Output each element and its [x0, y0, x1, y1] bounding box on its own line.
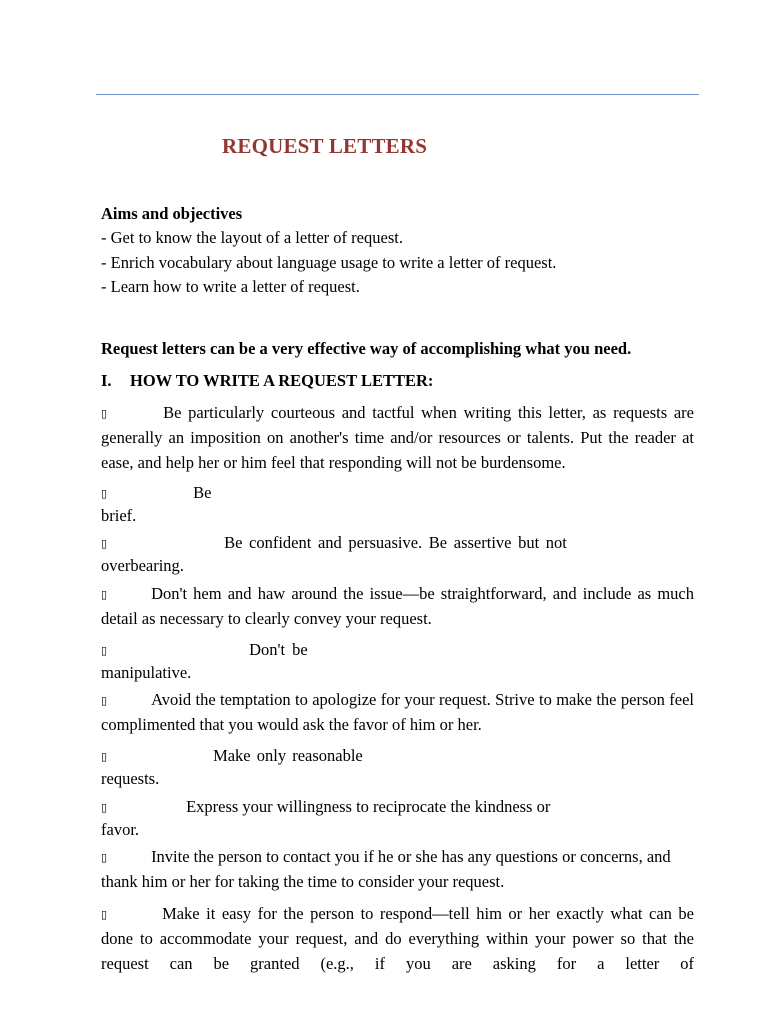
tip-paragraph — [101, 688, 694, 738]
aims-section — [101, 202, 694, 299]
tip-text: Make it easy for the person to respond—tell him or her exactly what can be done to accommodate your request, and do everything within your power so that the request can be granted (e.g., if you are asking for a letter of — [101, 904, 694, 973]
tip-paragraph — [101, 845, 694, 895]
tip-paragraph — [101, 638, 694, 683]
tip-text-continued: brief. — [101, 506, 137, 526]
tip-text-continued: overbearing. — [101, 556, 184, 576]
section-number: I. — [101, 371, 112, 390]
tip-paragraph — [101, 481, 694, 526]
tip-text: Express your willingness to reciprocate the kindness or — [186, 797, 551, 816]
tip-text: Don't hem and haw around the issue—be straightforward, and include as much detail as necessary to clearly convey your request. — [101, 584, 694, 629]
tip-text: Be — [193, 483, 212, 502]
tip-text-continued: favor. — [101, 820, 140, 840]
tip-paragraph — [101, 744, 694, 789]
aims-item: - Enrich vocabulary about language usage to write a letter of request. — [101, 252, 557, 272]
tip-paragraph — [101, 582, 694, 632]
section-heading — [101, 369, 694, 393]
bullet-icon: ▯ — [101, 538, 108, 550]
document-title: REQUEST LETTERS — [222, 134, 428, 158]
section-title: HOW TO WRITE A REQUEST LETTER: — [130, 371, 434, 390]
aims-item: - Get to know the layout of a letter of request. — [101, 228, 403, 248]
bullet-icon: ▯ — [101, 802, 108, 814]
tip-text-continued: requests. — [101, 769, 160, 789]
bullet-icon: ▯ — [101, 645, 108, 657]
bullet-icon: ▯ — [101, 852, 108, 864]
tip-text: Don't be — [249, 640, 308, 659]
tip-text: Invite the person to contact you if he or she has any questions or concerns, and thank him or her for taking the time to consider your request. — [101, 847, 671, 892]
tip-paragraph — [101, 902, 694, 976]
tip-text: Be confident and persuasive. Be assertive but not — [224, 533, 567, 552]
aims-item: - Learn how to write a letter of request. — [101, 276, 360, 296]
bullet-icon: ▯ — [101, 909, 108, 921]
intro-statement: Request letters can be a very effective way of accomplishing what you need. — [101, 339, 632, 358]
tip-text: Avoid the temptation to apologize for your request. Strive to make the person feel complimented that you would ask the favor of him or her. — [101, 690, 694, 735]
bullet-icon: ▯ — [101, 751, 108, 763]
bullet-icon: ▯ — [101, 589, 108, 601]
tip-paragraph — [101, 401, 694, 475]
tip-paragraph — [101, 795, 694, 840]
tip-paragraph — [101, 531, 694, 576]
tip-text: Make only reasonable — [213, 746, 363, 765]
bullet-icon: ▯ — [101, 695, 108, 707]
tip-text: Be particularly courteous and tactful when writing this letter, as requests are generally an imposition on another's time and/or resources or talents. Put the reader at ease, and help her or him feel that responding will not be burdensome. — [101, 403, 694, 472]
header-rule — [96, 94, 699, 95]
tip-text-continued: manipulative. — [101, 663, 192, 683]
bullet-icon: ▯ — [101, 488, 108, 500]
bullet-icon: ▯ — [101, 408, 108, 420]
aims-heading: Aims and objectives — [101, 204, 243, 223]
